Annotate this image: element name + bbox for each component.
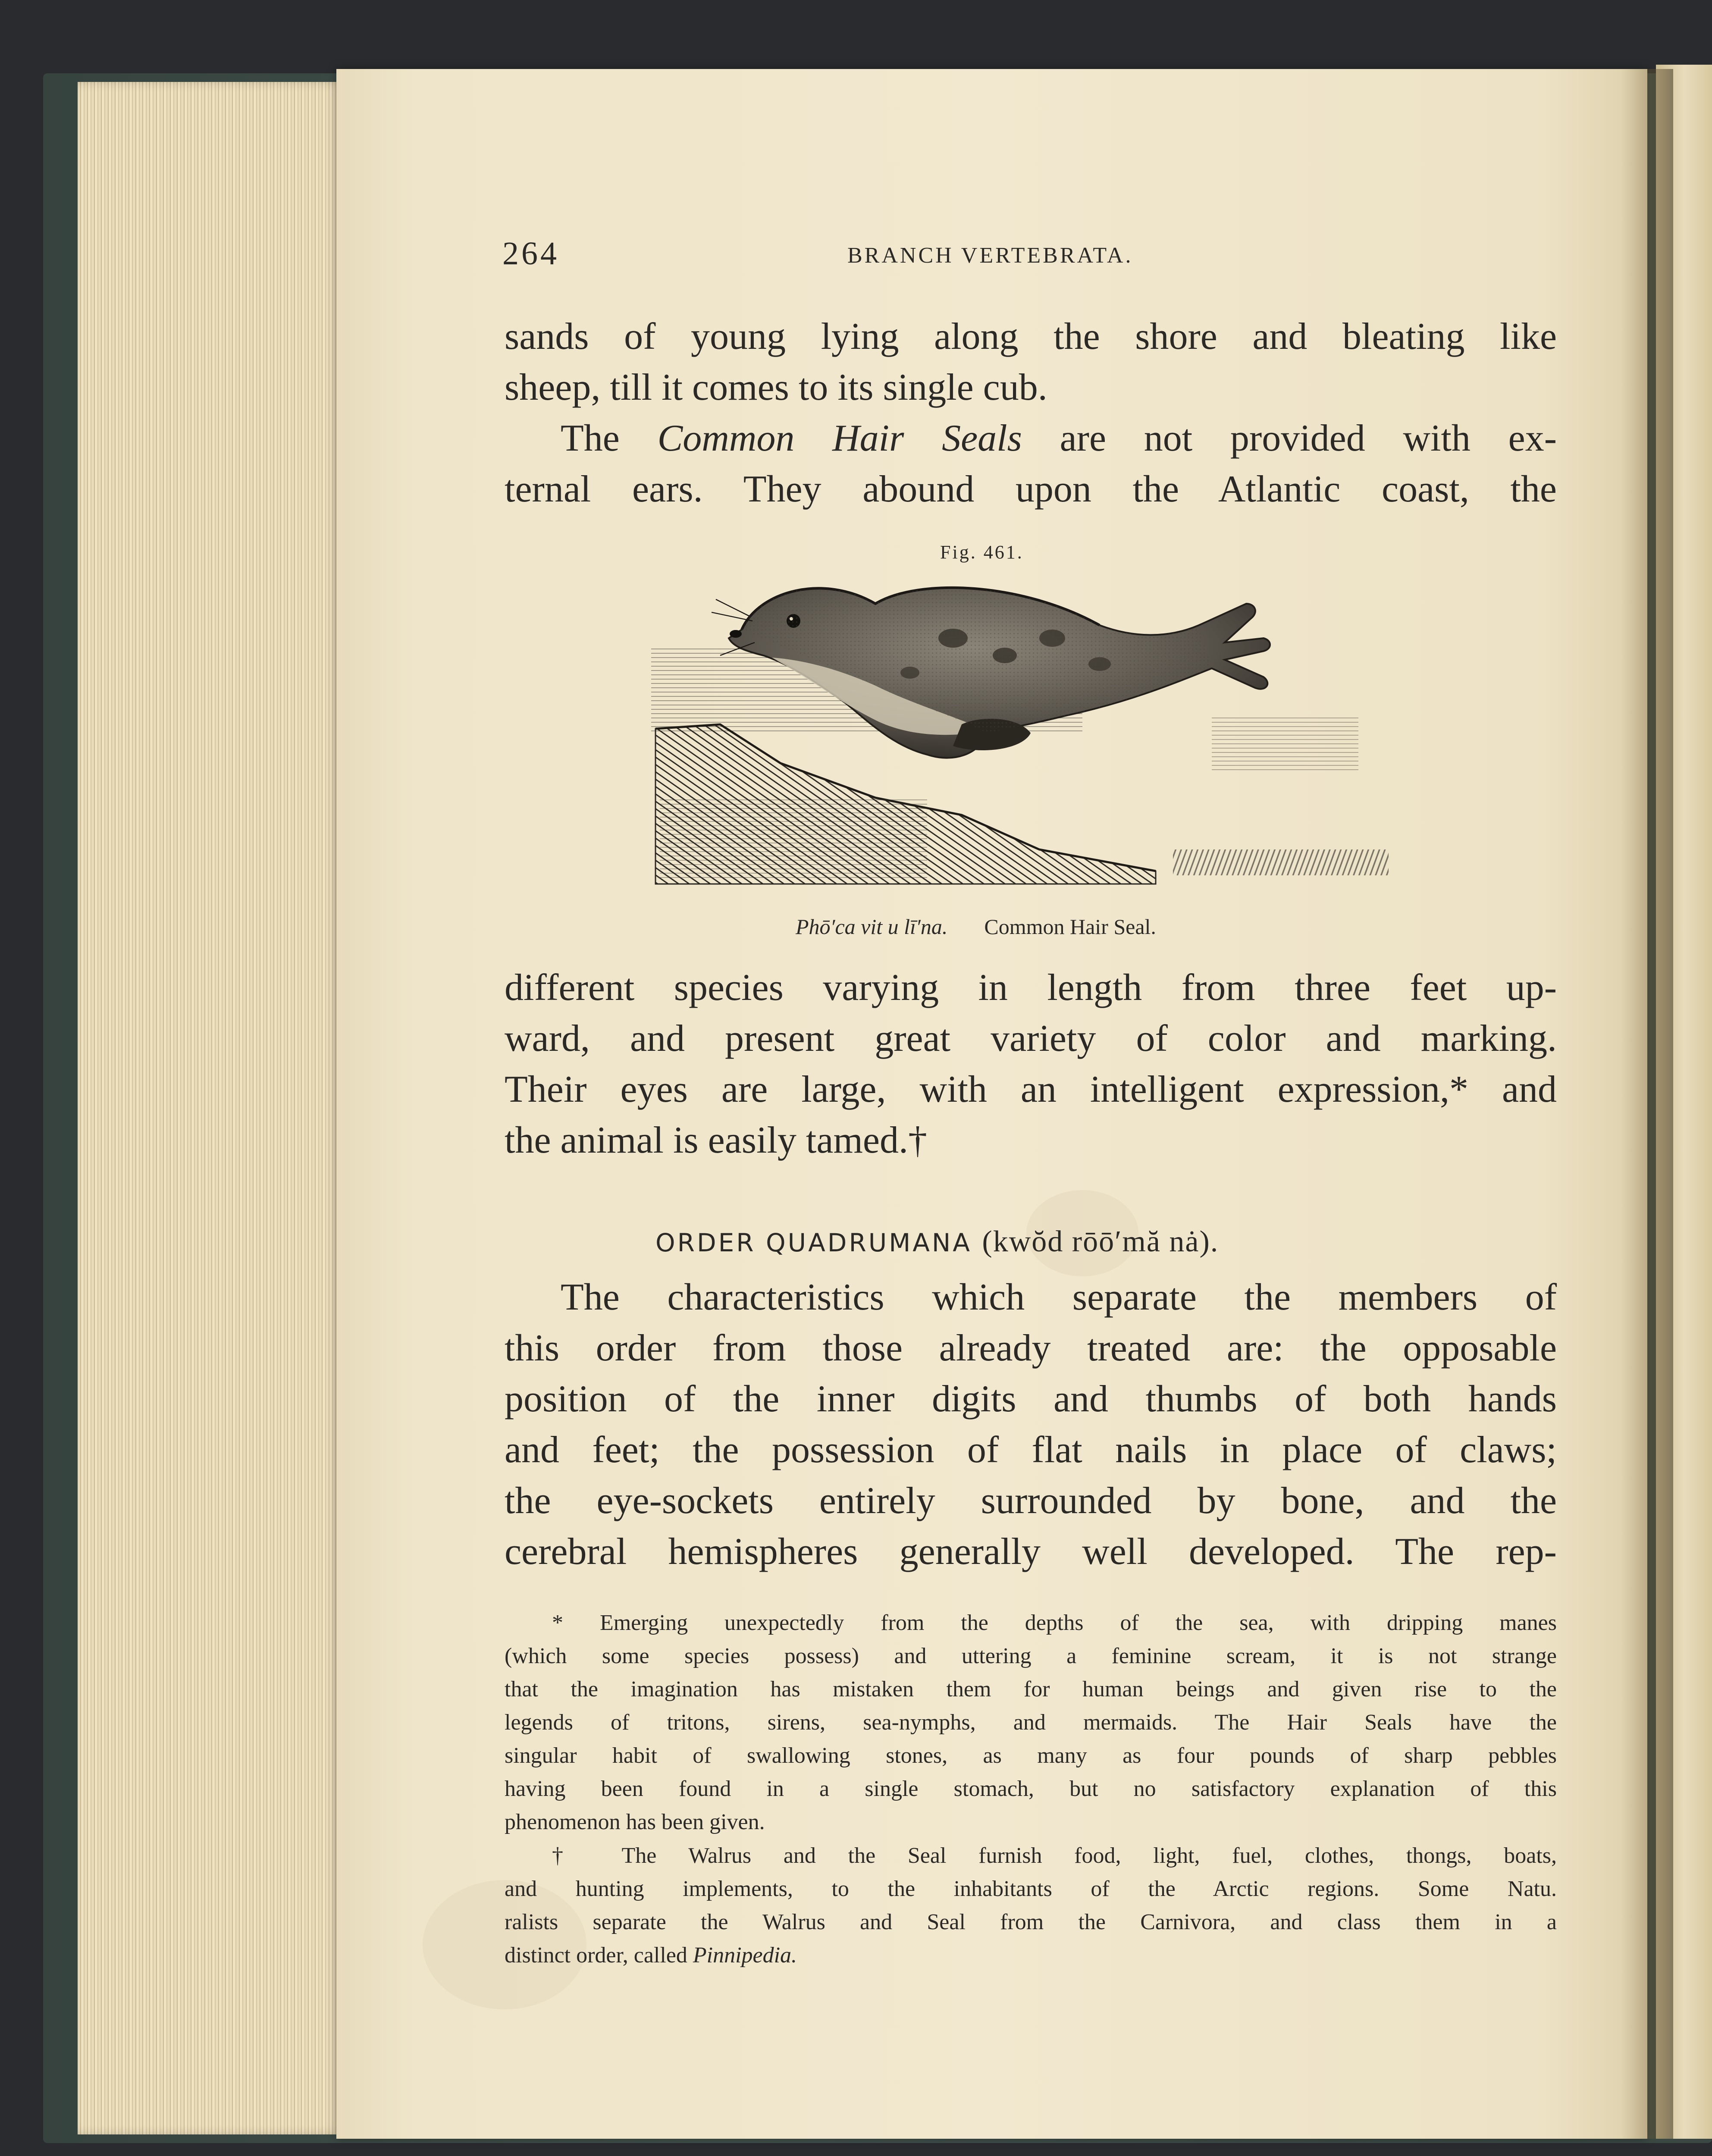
paragraph-quadrumana: [505, 1272, 1557, 1577]
footnote-line: having been found in a single stomach, but no satisfactory explanation of this: [505, 1777, 1557, 1801]
text-run: distinct order, called: [505, 1943, 693, 1968]
scientific-name: Phō′ca vit u lī′na.: [796, 915, 948, 939]
footnote-line: that the imagination has mistaken them for human beings and given rise to the: [505, 1677, 1557, 1702]
text-line: cerebral hemispheres generally well developed. The rep-: [505, 1531, 1557, 1573]
text-line: [505, 413, 1557, 464]
distant-ice-hatching: [1173, 849, 1389, 875]
text-run: are not provided with ex-: [1022, 417, 1557, 459]
rock-shading: [660, 798, 927, 880]
order-pronunciation: (kwŏd rōō′mă nȧ).: [982, 1225, 1219, 1258]
text-line: this order from those already treated are: the opposable: [505, 1327, 1557, 1369]
order-name: ORDER QUADRUMANA: [655, 1228, 972, 1257]
footnote-line: * Emerging unexpectedly from the depths of the sea, with dripping manes: [552, 1611, 1557, 1635]
running-title: BRANCH VERTEBRATA.: [847, 243, 1133, 268]
paragraph-hair-seals: [505, 413, 1557, 515]
paragraph-continuation: [505, 311, 1557, 413]
text-line: sands of young lying along the shore and bleating like: [505, 316, 1557, 357]
text-line: The characteristics which separate the members of: [561, 1276, 1557, 1318]
text-line: Their eyes are large, with an intelligent expression,* and: [505, 1069, 1557, 1110]
footnote-dagger: [505, 1839, 1557, 1972]
text-line: position of the inner digits and thumbs of both hands: [505, 1378, 1557, 1420]
footnote-line: † The Walrus and the Seal furnish food, light, fuel, clothes, thongs, boats,: [552, 1843, 1557, 1868]
footnote-line: legends of tritons, sirens, sea-nymphs, and mermaids. The Hair Seals have the: [505, 1710, 1557, 1735]
page-number: 264: [502, 235, 559, 272]
footnote-line: and hunting implements, to the inhabitants of the Arctic regions. Some Natu.: [505, 1877, 1557, 1901]
running-head: [502, 235, 1559, 274]
seal-engraving-illustration: [651, 573, 1410, 914]
text-line: different species varying in length from three feet up-: [505, 967, 1557, 1009]
text-line: sheep, till it comes to its single cub.: [505, 367, 1047, 408]
seal-nose: [730, 630, 742, 638]
page-edges-stack: [78, 82, 345, 2134]
text-line: the eye-sockets entirely surrounded by bone, and the: [505, 1480, 1557, 1522]
text-line: the animal is easily tamed.†: [505, 1119, 927, 1161]
paragraph-species: [505, 962, 1557, 1166]
footnote-line: [505, 1939, 1557, 1972]
footnote-line: singular habit of swallowing stones, as many as four pounds of sharp pebbles: [505, 1743, 1557, 1768]
footnote-asterisk: [505, 1606, 1557, 1839]
figure-caption: [796, 914, 1156, 939]
text-line: and feet; the possession of flat nails in place of claws;: [505, 1429, 1557, 1471]
common-name: Common Hair Seal.: [984, 915, 1156, 939]
text-run: The: [561, 417, 658, 459]
footnote-line: phenomenon has been given.: [505, 1810, 765, 1834]
footnote-line: ralists separate the Walrus and Seal from the Carnivora, and class them in a: [505, 1910, 1557, 1934]
text-line: ternal ears. They abound upon the Atlantic coast, the: [505, 468, 1557, 510]
page-gutter-shadow: [1621, 69, 1673, 2139]
italic-term: Pinnipedia.: [693, 1943, 797, 1968]
text-line: ward, and present great variety of color and marking.: [505, 1018, 1557, 1059]
footnote-line: (which some species possess) and uttering a feminine scream, it is not strange: [505, 1644, 1557, 1668]
section-heading: [655, 1225, 1219, 1259]
figure-label: [940, 541, 1024, 563]
water-hatching-right: [1212, 716, 1358, 772]
figure-number: Fig. 461.: [940, 542, 1024, 563]
italic-term: Common Hair Seals: [657, 417, 1022, 459]
